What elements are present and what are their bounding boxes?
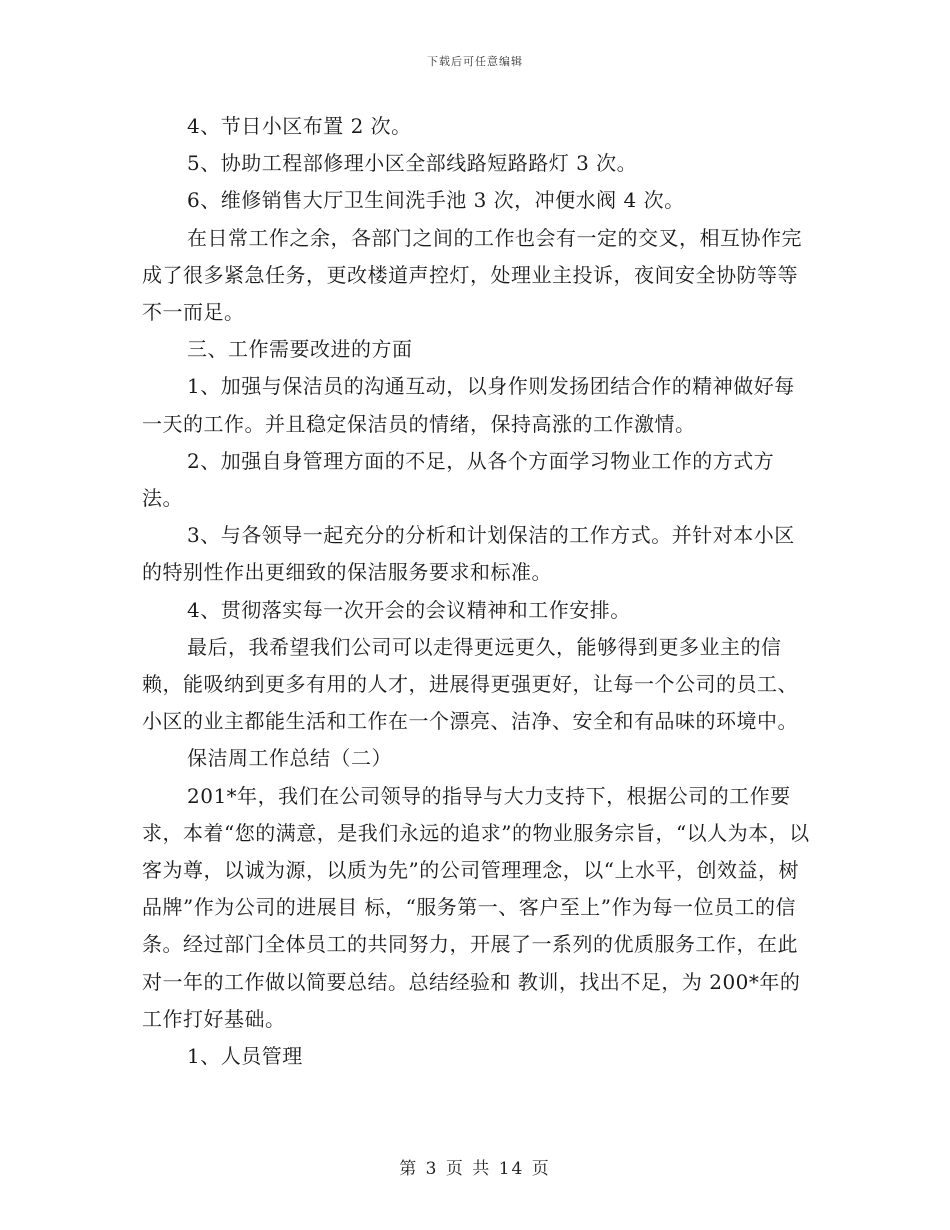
section-heading-personnel: 1、人员管理: [187, 1044, 303, 1069]
page-number-footer: 第 3 页 共 14 页: [399, 1159, 551, 1179]
paragraph-item-4: 4、节日小区布置 2 次。: [187, 114, 412, 138]
paragraph-improvement-3: 3、与各领导一起充分的分析和计划保洁的工作方式。并针对本小区的特别性作出更细致的保洁服务要求和标准。: [142, 523, 795, 585]
paragraph-conclusion: 最后，我希望我们公司可以走得更远更久，能够得到更多业主的信赖，能吸纳到更多有用的人才，进展得更强更好，让每一个公司的员工、小区的业主都能生活和工作在一个漂亮、洁净、安全和有品味的环境中。: [142, 634, 798, 734]
header-note: 下载后可任意编辑: [427, 55, 523, 68]
section-heading-improvements: 三、工作需要改进的方面: [187, 337, 413, 362]
paragraph-improvement-2: 2、加强自身管理方面的不足，从各个方面学习物业工作的方式方法。: [142, 448, 775, 511]
document-body: [142, 108, 812, 1075]
paragraph-item-6: 6、维修销售大厅卫生间洗手池 3 次，冲便水阀 4 次。: [187, 188, 685, 213]
paragraph-annual-summary: 201*年，我们在公司领导的指导与大力支持下，根据公司的工作要求，本着“您的满意，是我们永远的追求”的物业服务宗旨，“以人为本，以客为尊，以诚为源，以质为先”的公司管理理念，以“上水平，创效益，树品牌”作为公司的进展目 标，“服务第一、客户至上”作为每一位员工的信条。经过部门全体员工的共同努力，开展了一系列的优质服务工作，在此对一年的工作做以简要总结。总结经验和 教训，找出不足，为 200*年的工作打好基础。: [142, 783, 810, 1031]
paragraph-improvement-1: 1、加强与保洁员的沟通互动，以身作则发扬团结合作的精神做好每一天的工作。并且稳定保洁员的情绪，保持高涨的工作激情。: [142, 374, 795, 436]
paragraph-item-5: 5、协助工程部修理小区全部线路短路路灯 3 次。: [187, 151, 638, 176]
paragraph-daily-work: 在日常工作之余，各部门之间的工作也会有一定的交叉，相互协作完成了很多紧急任务，更改楼道声控灯，处理业主投诉，夜间安全协防等等不一而足。: [142, 225, 802, 325]
section-title-summary-two: 保洁周工作总结（二）: [187, 746, 392, 771]
paragraph-improvement-4: 4、贯彻落实每一次开会的会议精神和工作安排。: [187, 597, 631, 622]
